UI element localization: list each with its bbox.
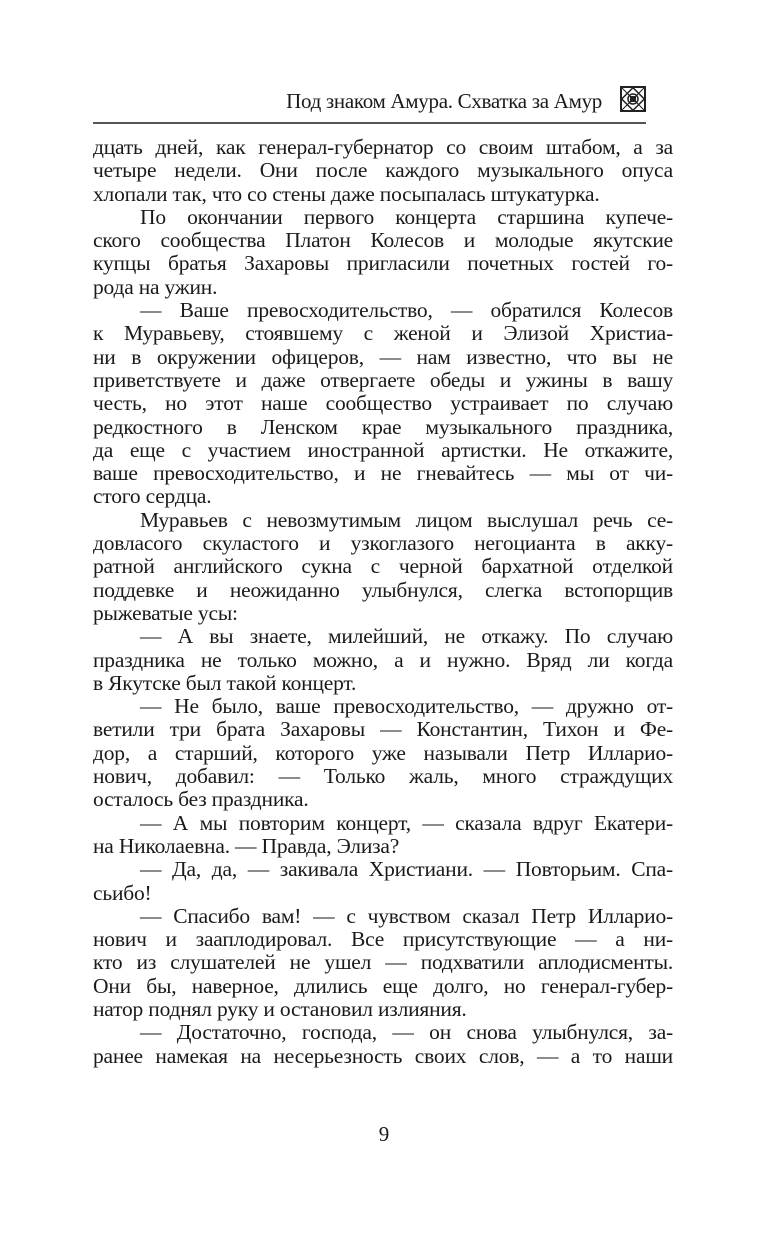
text-line: ратной английского сукна с черной бархатной отделкой [93,555,673,579]
text-line: поддевке и неожиданно улыбнулся, слегка встопорщив [93,578,673,602]
text-line: натор поднял руку и остановил излияния. [93,997,467,1021]
text-line: По окончании первого концерта старшина купече- [140,205,673,229]
running-title: Под знаком Амура. Схватка за Амур [286,89,602,113]
text-line: ни в окружении офицеров, — нам известно, что вы не [93,345,673,369]
text-line: осталось без праздника. [93,788,309,812]
text-line: дцать дней, как генерал-губернатор со своим штабом, а за [93,136,673,159]
text-line: — А мы повторим концерт, — сказала вдруг Екатери- [140,811,673,835]
text-line: — Достаточно, господа, — он снова улыбнулся, за- [140,1021,673,1045]
text-line: дор, а старший, которого уже называли Петр Илларио- [93,741,673,765]
text-line: рыжеватые усы: [93,601,238,625]
body-text [93,136,673,1068]
text-line: приветствуете и даже отвергаете обеды и ужины в вашу [93,368,673,392]
text-line: ского сообщества Платон Колесов и молодые якутские [93,229,673,253]
text-line: в Якутске был такой концерт. [93,671,357,695]
text-line: — Да, да, — закивала Христиани. — Повторьим. Спа- [140,858,673,882]
text-line: праздника не только можно, а и нужно. Вряд ли когда [93,648,673,672]
page-number: 9 [378,1122,390,1146]
text-line: Они бы, наверное, длились еще долго, но генерал-губер- [93,974,673,998]
text-line: рода на ужин. [93,275,218,299]
text-line: четыре недели. Они после каждого музыкального опуса [93,159,673,183]
text-line: кто из слушателей не ушел — подхватили аплодисменты. [93,951,673,975]
text-line: ранее намекая на несерьезность своих слов, — а то наши [93,1044,673,1068]
running-header [93,84,646,124]
text-line: купцы братья Захаровы пригласили почетных гостей го- [93,252,673,276]
text-line: нович, добавил: — Только жаль, много страждущих [93,765,673,789]
text-line: ваше превосходительство, и не гневайтесь — мы от чи- [93,462,673,486]
text-line: — Спасибо вам! — с чувством сказал Петр Илларио- [140,904,673,928]
text-line: стого сердца. [93,485,212,509]
text-line: — Не было, ваше превосходительство, — дружно от- [140,695,673,719]
text-line: честь, но этот наше сообщество устраивает по случаю [93,392,673,416]
text-line: хлопали так, что со стены даже посыпалась штукатурка. [93,182,600,206]
text-line: Муравьев с невозмутимым лицом выслушал речь се- [140,508,673,532]
text-line: к Муравьеву, стоявшему с женой и Элизой Христиа- [93,322,673,346]
text-line: нович и зааплодировал. Все присутствующие — а ни- [93,928,673,952]
text-line: — А вы знаете, милейший, не откажу. По случаю [140,625,673,649]
text-line: довласого скуластого и узкоглазого негоцианта в акку- [93,532,673,556]
celtic-knot-ornament-icon [620,86,646,112]
text-line: да еще с участием иностранной артистки. Не откажите, [93,438,673,462]
text-line: — Ваше превосходительство, — обратился Колесов [140,299,673,323]
text-line: ветили три брата Захаровы — Константин, Тихон и Фе- [93,718,673,742]
text-line: на Николаевна. — Правда, Элиза? [93,834,400,858]
text-line: редкостного в Ленском крае музыкального праздника, [93,415,673,439]
text-line: сьибо! [93,881,152,905]
